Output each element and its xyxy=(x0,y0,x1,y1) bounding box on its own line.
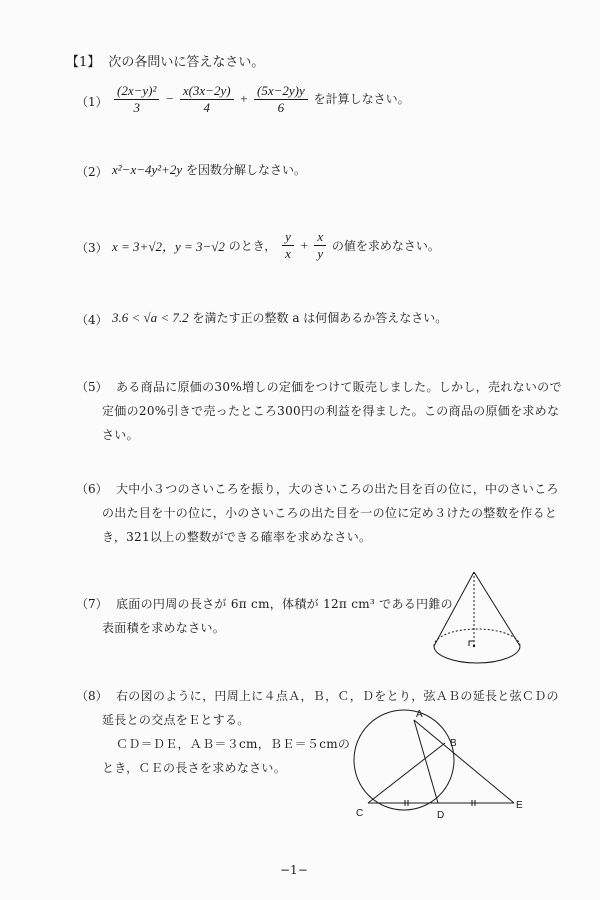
point-a-label: A xyxy=(416,709,423,720)
question-8-number: （8） xyxy=(76,689,108,703)
point-b-label: B xyxy=(450,738,457,749)
question-6-line-3: き，321以上の整数ができる確率を求めなさい。 xyxy=(102,530,372,544)
cone-figure xyxy=(426,568,534,676)
question-4-body: 3.6 < √a < 7.2 を満たす正の整数 a は何個あるか答えなさい。 xyxy=(112,310,448,325)
question-5-line-2: 定価の20%引きで売ったところ300円の利益を得ました。この商品の原価を求めな xyxy=(102,404,560,418)
term2: $\frac{x(3x-2y)}{4}$ xyxy=(180,83,234,116)
question-2-body: x²−x−4y²+2y を因数分解しなさい。 xyxy=(112,162,307,177)
question-7-line-2: 表面積を求めなさい。 xyxy=(102,621,226,635)
question-1-number: （1） xyxy=(76,95,108,109)
question-3-body: x = 3+√2，y = 3−√2 のとき， $\frac{y}{x}$ + $\frac{x}{y}$ の値を求めなさい。 xyxy=(112,229,440,261)
expression: x²−x−4y²+2y xyxy=(112,162,183,177)
section-heading xyxy=(66,51,264,70)
fraction-y-over-x: $\frac{y}{x}$ xyxy=(282,229,294,262)
question-5-line-3: さい。 xyxy=(102,428,139,442)
condition: x = 3+√2，y = 3−√2 xyxy=(112,239,225,254)
point-e-label: E xyxy=(516,800,523,811)
question-5-line-1: ある商品に原価の30%増しの定価をつけて販売しました。しかし，売れないので xyxy=(116,380,562,394)
point-d-label: D xyxy=(437,810,445,821)
question-3-number: （3） xyxy=(76,241,108,255)
question-7-number: （7） xyxy=(76,597,108,611)
circle-figure xyxy=(346,700,536,830)
section-instruction: 次の各問いに答えなさい。 xyxy=(108,55,265,70)
question-1-body: $\frac{\text{(2x−y)²}}{3}$ − $\frac{x(3x-2y)}{4}$ + $\frac{(5x-2y)y}{6}$ を計算しなさい。 xyxy=(112,83,410,116)
question-8-line-4: とき，ＣＥの長さを求めなさい。 xyxy=(102,761,287,775)
question-5-number: （5） xyxy=(76,380,108,394)
question-4-number: （4） xyxy=(76,313,108,327)
question-6-number: （6） xyxy=(76,482,108,496)
section-number: 【1】 xyxy=(66,55,101,70)
question-2-number: （2） xyxy=(76,165,108,179)
term3: $\frac{(5x-2y)y}{6}$ xyxy=(254,83,308,116)
fraction-x-over-y: $\frac{x}{y}$ xyxy=(314,229,326,262)
question-8-line-1: 右の図のように，円周上に４点Ａ，Ｂ，Ｃ，Ｄをとり，弦ＡＢの延長と弦ＣＤの xyxy=(116,689,559,703)
question-8-line-2: 延長との交点をＥとする。 xyxy=(102,713,250,727)
point-c-label: C xyxy=(356,808,364,819)
question-7-line-1: 底面の円周の長さが 6π cm，体積が 12π cm³ である円錐の xyxy=(116,597,453,611)
inequality: 3.6 < √a < 7.2 xyxy=(112,310,189,325)
term1: $\frac{\text{(2x−y)²}}{3}$ xyxy=(114,83,159,116)
question-6-line-1: 大中小３つのさいころを振り，大のさいころの出た目を百の位に，中のさいころ xyxy=(116,482,559,496)
question-8-line-3: ＣＤ＝ＤＥ，ＡＢ＝３cm，ＢＥ＝５cmの xyxy=(116,737,351,751)
page-number: −1− xyxy=(280,863,308,877)
question-6-line-2: の出た目を十の位に，小のさいころの出た目を一の位に定め３けたの整数を作ると xyxy=(102,506,558,520)
